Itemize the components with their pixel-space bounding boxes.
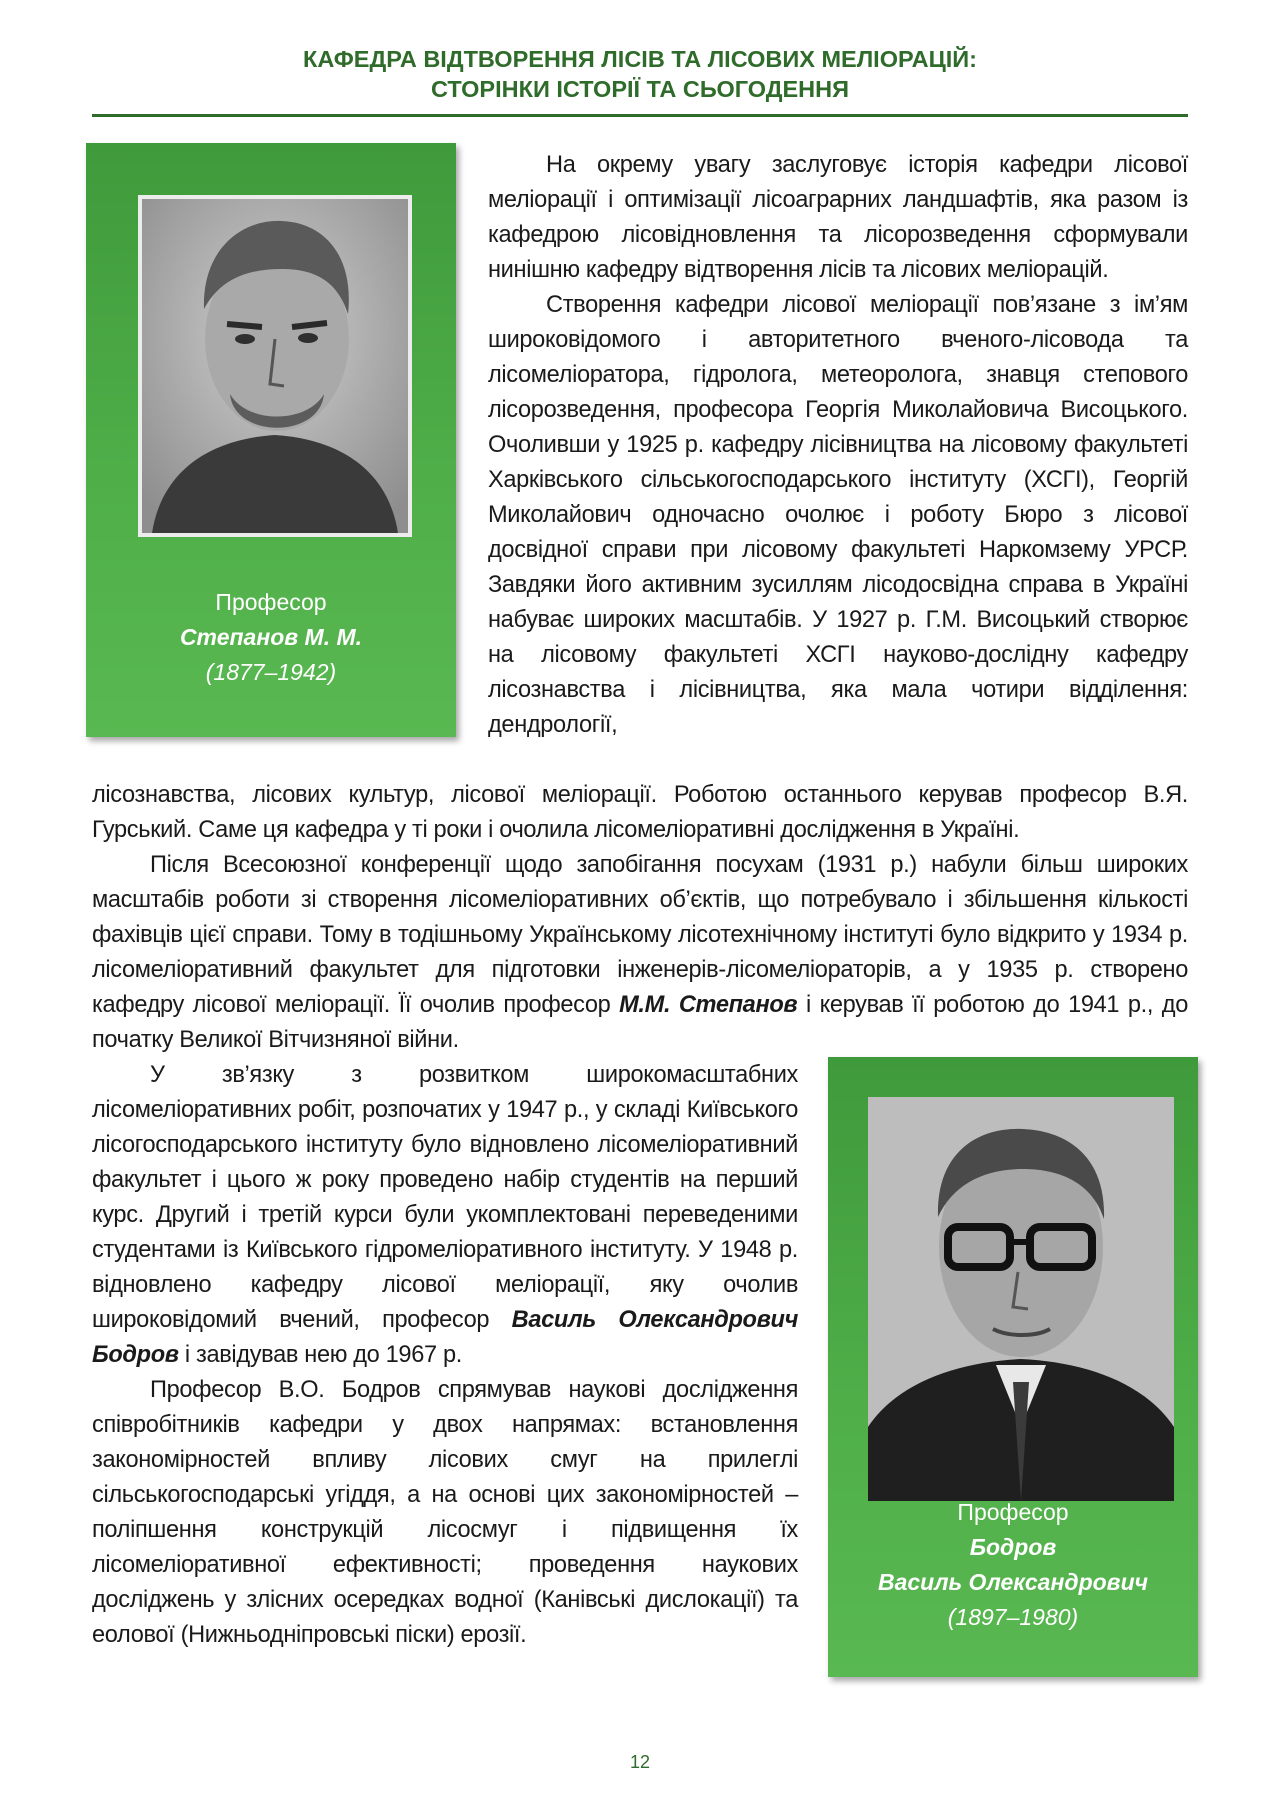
text-column-top: [488, 148, 1188, 743]
header-line-1: КАФЕДРА ВІДТВОРЕННЯ ЛІСІВ ТА ЛІСОВИХ МЕЛІОРАЦІЙ:: [303, 46, 977, 72]
portrait-photo-stepanov: [138, 195, 412, 537]
paragraph-1: На окрему увагу заслуговує історія кафедри лісової меліорації і оптимізації лісоаграрних ландшафтів, яка разом із кафедрою лісовідновлення та лісорозведення сформували нинішню кафедру відтворення лісів та лісових меліорацій.: [488, 152, 1188, 283]
caption-name: Степанов М. М.: [179, 624, 363, 650]
paragraph-3-text-b: і керував її роботою до 1941 р., до початку Великої Вітчизняної війни.: [92, 992, 1188, 1053]
paragraph-4-name: Василь Олександрович Бодров: [92, 1307, 798, 1368]
caption-title: Професор: [215, 589, 327, 615]
paragraph-4-text-b: і завідував нею до 1967 р.: [184, 1342, 462, 1368]
portrait-caption-stepanov: [86, 585, 456, 690]
page-number: 12: [629, 1752, 651, 1772]
text-column-bottom: [92, 1058, 798, 1653]
portrait-card-bodrov: [828, 1057, 1198, 1677]
portrait-caption-bodrov: [828, 1495, 1198, 1635]
header-line-2: СТОРІНКИ ІСТОРІЇ ТА СЬОГОДЕННЯ: [431, 76, 849, 102]
caption-years: (1877–1942): [205, 659, 337, 685]
paragraph-3: [92, 848, 1188, 1058]
portrait-photo-bodrov: [868, 1097, 1174, 1501]
caption-years: (1897–1980): [947, 1604, 1079, 1630]
caption-surname: Бодров: [969, 1534, 1057, 1560]
paragraph-3-name: М.М. Степанов: [619, 992, 798, 1018]
paragraph-3-text-a: Після Всесоюзної конференції щодо запобігання посухам (1931 р.) набули більш широких масштабів роботи зі створення лісомеліоративних об’єктів, що потребувало і збільшення кількості фахівців цієї справи. Тому в тодішньому Українському лісотехнічному інституті було відкрито у 1934 р. лісомеліоративний факультет для підготовки інженерів-лісомеліораторів, а у 1935 р. створено кафедру лісової меліорації. Її очолив професор: [92, 852, 1188, 1018]
portrait-card-stepanov: [86, 143, 456, 737]
paragraph-4-text-a: У зв’язку з розвитком широкомасштабних лісомеліоративних робіт, розпочатих у 1947 р., у складі Київського лісогосподарського інституту було відновлено лісомеліоративний факультет і цього ж року проведено набір студентів на перший курс. Другий і третій курси були укомплектовані переведеними студентами із Київського гідромеліоративного інституту. У 1948 р. відновлено кафедру лісової меліорації, яку очолив широковідомий вчений, професор: [92, 1062, 798, 1333]
header-divider: [92, 114, 1188, 117]
paragraph-2: Створення кафедри лісової меліорації пов’язане з ім’ям широковідомого і авторитетного вченого-лісовода та лісомеліоратора, гідролога, метеоролога, знавця степового лісорозведення, професора Георгія Миколайовича Висоцького. Очоливши у 1925 р. кафедру лісівництва на лісовому факультеті Харківського сільськогосподарського інституту (ХСГІ), Георгій Миколайович одночасно очолює і роботу Бюро з лісової досвідної справи при лісовому факультеті Наркомзему УРСР. Завдяки його активним зусиллям лісодосвідна справа в Україні набуває широких масштабів. У 1927 р. Г.М. Висоцький створює на лісовому факультеті ХСГІ науково-дослідну кафедру лісознавства і лісівництва, яка мала чотири відділення: дендрології,: [488, 292, 1188, 738]
paragraph-2-continued: лісознавства, лісових культур, лісової меліорації. Роботою останнього керував професор В.Я. Гурський. Саме ця кафедра у ті роки і очолила лісомеліоративні дослідження в Україні.: [92, 782, 1188, 843]
caption-given-name: Василь Олександрович: [877, 1569, 1149, 1595]
text-full-width: [92, 778, 1188, 1058]
paragraph-4: [92, 1058, 798, 1373]
paragraph-5: Професор В.О. Бодров спрямував наукові дослідження співробітників кафедри у двох напрямах: встановлення закономірностей впливу лісових смуг на прилеглі сільськогосподарські угіддя, а на основі цих закономірностей – поліпшення конструкцій лісосмуг і підвищення їх лісомеліоративної ефективності; проведення наукових досліджень у злісних осередках водної (Канівські дислокації) та еолової (Нижньодніпровські піски) ерозії.: [92, 1377, 798, 1648]
caption-title: Професор: [957, 1499, 1069, 1525]
page-header: [92, 44, 1188, 104]
